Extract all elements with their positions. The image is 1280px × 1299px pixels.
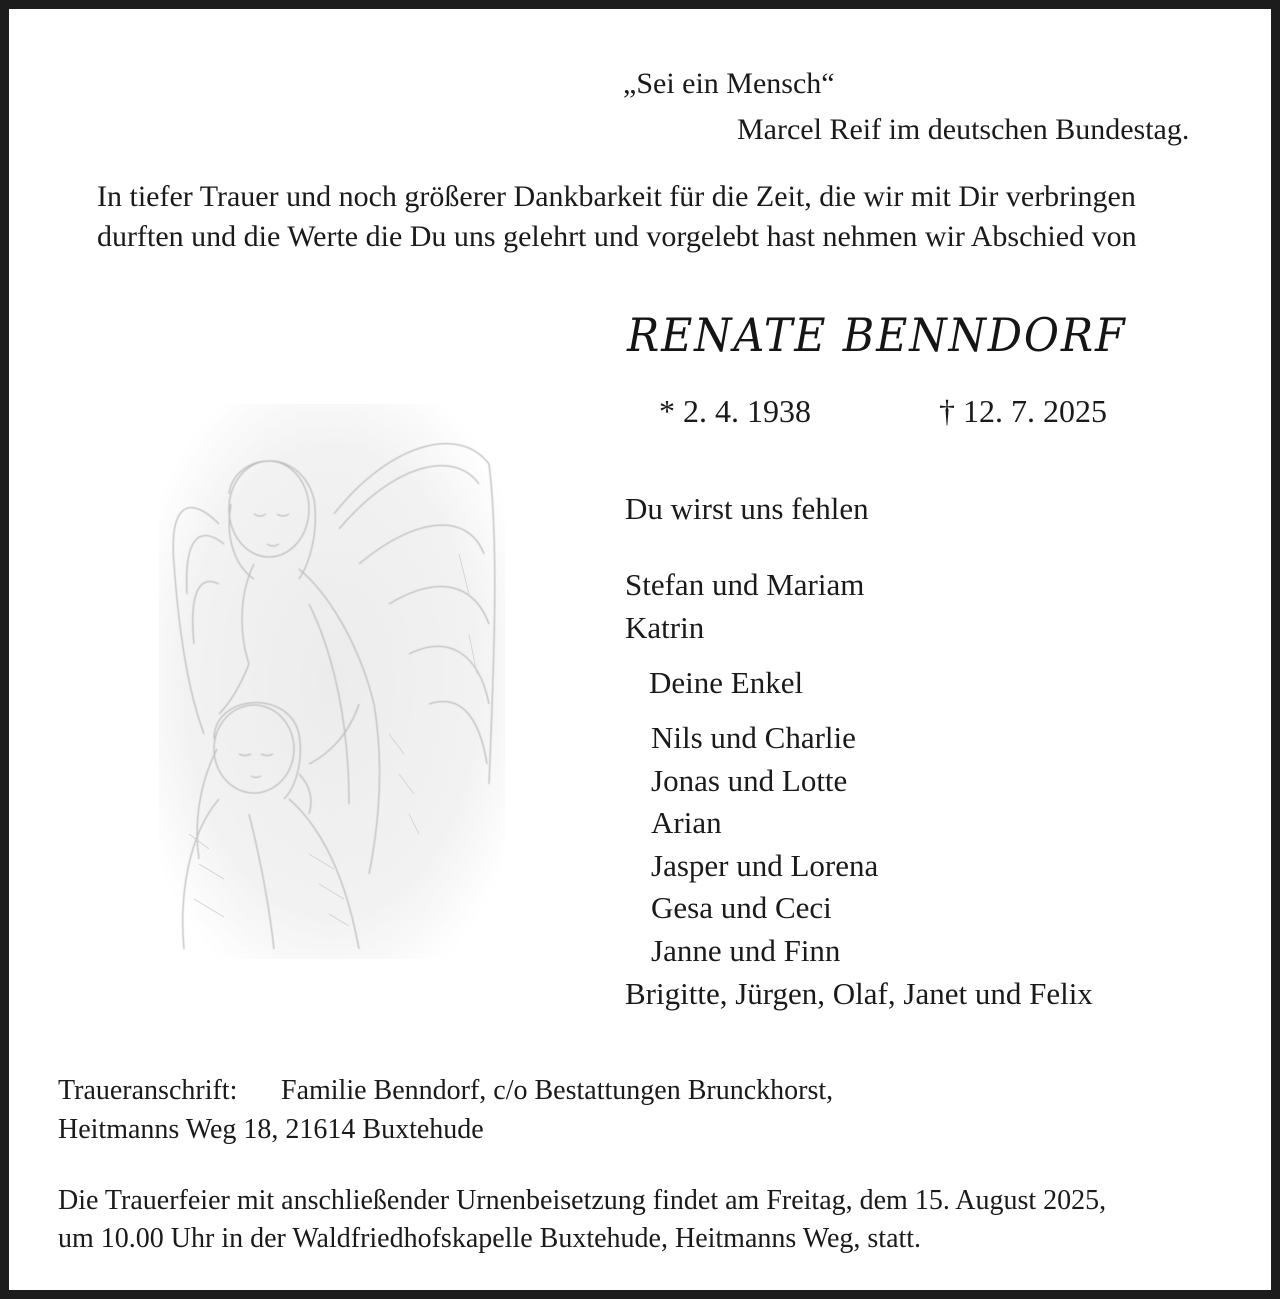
address-label: Traueranschrift: [58, 1075, 238, 1106]
ceremony-line-2: um 10.00 Uhr in der Waldfriedhofskapelle Buxtehude, Heitmanns Weg, statt. [58, 1223, 922, 1254]
mourner-others: Brigitte, Jürgen, Olaf, Janet und Felix [625, 976, 1093, 1011]
grandchildren-heading: Deine Enkel [649, 665, 804, 700]
grandchild-item: Arian [651, 805, 722, 840]
death-date: † 12. 7. 2025 [939, 393, 1107, 429]
farewell-text: Du wirst uns fehlen [625, 491, 869, 526]
grandchild-item: Jasper und Lorena [651, 848, 879, 883]
address-line-2: Heitmanns Weg 18, 21614 Buxtehude [58, 1114, 484, 1145]
deceased-name: RENATE BENNDORF [627, 308, 1127, 362]
grandchild-item: Jonas und Lotte [651, 763, 848, 798]
grandchild-item: Nils und Charlie [651, 720, 856, 755]
mourner-child: Stefan und Mariam [625, 567, 865, 602]
grandchild-item: Gesa und Ceci [651, 890, 832, 925]
quote-attribution: Marcel Reif im deutschen Bundestag. [737, 113, 1190, 146]
birth-date: * 2. 4. 1938 [659, 393, 811, 429]
angel-illustration-icon [159, 404, 505, 959]
address-line-1: Familie Benndorf, c/o Bestattungen Brunckhorst, [281, 1075, 834, 1106]
mourner-child: Katrin [625, 610, 705, 645]
quote-text: „Sei ein Mensch“ [623, 67, 835, 100]
intro-line-1: In tiefer Trauer und noch größerer Dankbarkeit für die Zeit, die wir mit Dir verbringen [97, 180, 1136, 213]
grandchild-item: Janne und Finn [651, 933, 841, 968]
intro-line-2: durften und die Werte die Du uns gelehrt und vorgelebt hast nehmen wir Abschied von [97, 220, 1137, 253]
ceremony-line-1: Die Trauerfeier mit anschließender Urnenbeisetzung findet am Freitag, dem 15. August 2025, [58, 1185, 1107, 1216]
